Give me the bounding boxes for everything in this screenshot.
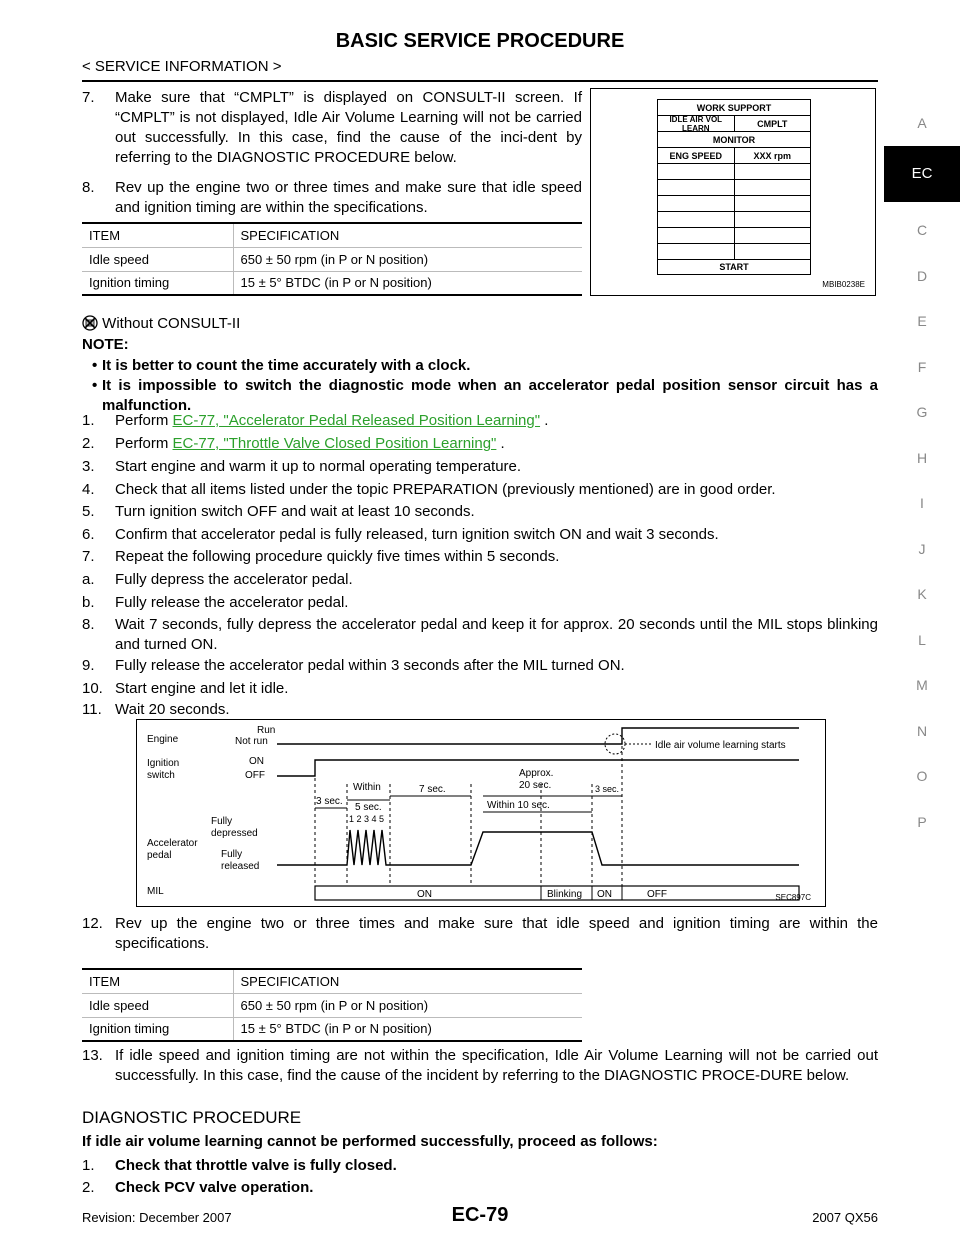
step-number: 11. [82,701,102,718]
table-cell: Ignition timing [82,271,233,295]
step-text: Rev up the engine two or three times and make sure that idle speed and ignition timing are within the specifications. [115,179,582,216]
screen-row [657,131,811,147]
table-row [82,969,582,993]
label-mil: MIL [147,886,164,897]
step-number: 4. [82,481,95,498]
reference-link[interactable]: EC-77, "Throttle Valve Closed Position Learning" [172,435,497,452]
tab-p[interactable]: P [917,813,927,830]
tab-j[interactable]: J [918,540,926,557]
label-7sec: 7 sec. [419,784,446,795]
step-text [115,434,878,454]
screen-row [657,259,811,275]
screen-row [657,115,811,131]
screen-row [657,243,811,259]
step-number: 8. [82,616,95,633]
tab-f[interactable]: F [917,358,927,375]
label-mil-off: OFF [647,889,667,900]
step-number: 7. [82,548,95,565]
table-header-cell: SPECIFICATION [233,223,582,247]
label-pedal: pedal [147,850,172,861]
table-cell: 15 ± 5° BTDC (in P or N position) [233,271,582,295]
tab-k[interactable]: K [917,586,927,603]
step-number: 7. [82,89,95,106]
screen-cell: CMPLT [734,116,811,131]
screen-cell [734,180,811,195]
figure-id: MBIB0238E [822,280,865,289]
start-button: START [719,262,749,272]
screen-cell [658,164,734,179]
tab-ec[interactable]: EC [884,146,960,202]
step-number: 2. [82,1179,95,1196]
label-off: OFF [245,770,265,781]
table-cell: 650 ± 50 rpm (in P or N position) [233,247,582,271]
label-count: 1 2 3 4 5 [349,814,385,824]
table-row [82,271,582,295]
step-text: Start engine and warm it up to normal operating temperature. [115,458,522,475]
screen-row [657,99,811,115]
screen-row [657,195,811,211]
step-number: 12. [82,915,103,932]
accelerator-trace [277,830,799,865]
reference-link[interactable]: EC-77, "Accelerator Pedal Released Position Learning" [172,412,541,429]
table-header-cell: ITEM [82,969,233,993]
screen-cell: IDLE AIR VOL LEARN [669,114,723,133]
screen-row [657,211,811,227]
page-number: EC-79 [451,1204,509,1226]
table-cell: Idle speed [82,247,233,271]
without-consult-label: Without CONSULT-II [102,315,241,332]
tab-d[interactable]: D [916,267,928,284]
header-rule [82,80,878,82]
screen-cell [658,228,734,243]
screen-cell [658,212,734,227]
tab-c[interactable]: C [916,222,928,239]
diagnostic-intro: If idle air volume learning cannot be performed successfully, proceed as follows: [82,1133,658,1150]
step-text: Wait 7 seconds, fully depress the accelerator pedal and keep it for approx. 20 seconds until the MIL stops blinking and turned ON. [115,616,878,653]
revision-date: Revision: December 2007 [82,1210,232,1225]
step-text: Turn ignition switch OFF and wait at least 10 seconds. [115,503,475,520]
section-index-tabs [884,100,960,845]
table-row [82,993,582,1017]
note-text: It is impossible to switch the diagnostic mode when an accelerator pedal position sensor circuit has a malfunction. [102,377,878,414]
label-accelerator: Accelerator [147,838,198,849]
label-switch: switch [147,770,175,781]
work-support-figure [590,88,876,296]
step-text: Fully depress the accelerator pedal. [115,571,353,588]
label-engine: Engine [147,734,179,745]
step-prefix: Perform [115,435,173,452]
tab-l[interactable]: L [918,631,926,648]
figure-id: SEC897C [775,893,811,902]
screen-cell: ENG SPEED [669,150,722,161]
screen-row [657,179,811,195]
step-number: 13. [82,1047,103,1064]
table-header-cell: SPECIFICATION [233,969,582,993]
label-5sec: 5 sec. [355,802,382,813]
screen-cell: XXX rpm [734,148,811,163]
screen-cell [734,212,811,227]
label-within: Within [353,782,381,793]
table-cell: 650 ± 50 rpm (in P or N position) [233,993,582,1017]
tab-n[interactable]: N [916,722,928,739]
label-on: ON [249,756,264,767]
page-title: BASIC SERVICE PROCEDURE [335,30,625,52]
screen-cell [734,196,811,211]
tab-a[interactable]: A [917,114,927,131]
step-text: Check that throttle valve is fully closed. [115,1157,397,1174]
label-run: Run [257,725,276,736]
step-text: Rev up the engine two or three times and make sure that idle speed and ignition timing are within the specifications. [115,915,878,952]
consult-screen [657,99,811,275]
bullet: • [92,377,98,394]
timing-chart-svg [137,720,827,908]
step-text: Start engine and let it idle. [115,680,289,697]
tab-o[interactable]: O [916,768,928,785]
step-text: Wait 20 seconds. [115,701,230,718]
step-number: a. [82,571,95,588]
label-mil-blinking: Blinking [547,889,583,900]
label-20sec: 20 sec. [519,780,552,791]
step-number: 1. [82,1157,95,1174]
label-3sec-b: 3 sec. [595,784,620,794]
table-row [82,223,582,247]
table-cell: Ignition timing [82,1017,233,1041]
step-text: Fully release the accelerator pedal within 3 seconds after the MIL turned ON. [115,657,625,674]
label-depressed: depressed [211,828,258,839]
diagnostic-procedure-heading: DIAGNOSTIC PROCEDURE [82,1108,302,1127]
step-number: 5. [82,503,95,520]
no-consult-icon [82,315,98,331]
screen-cell: WORK SUPPORT [696,102,772,113]
step-number: 3. [82,458,95,475]
section-subtitle: < SERVICE INFORMATION > [82,58,282,75]
step-text: Check that all items listed under the topic PREPARATION (previously mentioned) are in good order. [115,481,776,498]
note-label: NOTE: [82,336,129,353]
tab-g[interactable]: G [916,404,928,421]
model-year: 2007 QX56 [812,1210,878,1225]
step-number: 1. [82,412,95,429]
label-released: released [221,861,260,872]
step-suffix: . [496,435,505,452]
screen-row [657,227,811,243]
label-idle-start: Idle air volume learning starts [655,740,786,751]
label-within-10: Within 10 sec. [487,800,550,811]
tab-h[interactable]: H [916,449,928,466]
table-cell: 15 ± 5° BTDC (in P or N position) [233,1017,582,1041]
table-header-cell: ITEM [82,223,233,247]
step-number: 6. [82,526,95,543]
tab-i[interactable]: I [920,495,924,512]
screen-cell [658,180,734,195]
screen-cell [734,228,811,243]
step-text [115,411,878,431]
label-ignition: Ignition [147,758,180,769]
table-cell: Idle speed [82,993,233,1017]
step-text: Make sure that “CMPLT” is displayed on CONSULT-II screen. If “CMPLT” is not displayed, Idle Air Volume Learning will not be carried out successfully. In this case, find the cause of the inci-dent by referring to the DIAGNOSTIC PROCEDURE below. [115,89,582,166]
step-number: b. [82,594,95,611]
timing-chart [136,719,826,907]
screen-row [657,147,811,163]
spec-table [82,968,582,1042]
bullet: • [92,357,98,374]
spec-table [82,222,582,296]
screen-cell [658,196,734,211]
label-fully: Fully [211,816,233,827]
step-number: 9. [82,657,95,674]
label-not-run: Not run [235,736,268,747]
step-suffix: . [540,412,549,429]
label-mil-on: ON [417,889,432,900]
tab-e[interactable]: E [917,313,927,330]
step-number: 10. [82,680,103,697]
label-3sec: 3 sec. [316,796,343,807]
step-text: Repeat the following procedure quickly five times within 5 seconds. [115,548,560,565]
without-consult-heading [82,314,240,334]
note-text: It is better to count the time accurately with a clock. [102,357,471,374]
tab-m[interactable]: M [916,677,928,694]
step-text: If idle speed and ignition timing are not within the specification, Idle Air Volume Learning will not be carried out successfully. In this case, find the cause of the incident by referring to the DIAGNOSTIC PROCE-DURE below. [115,1047,878,1084]
step-text: Confirm that accelerator pedal is fully released, turn ignition switch ON and wait 3 seconds. [115,526,719,543]
step-text: Fully release the accelerator pedal. [115,594,349,611]
table-row [82,247,582,271]
label-mil-on-2: ON [597,889,612,900]
screen-cell [658,244,734,259]
step-number: 2. [82,435,95,452]
screen-row [657,163,811,179]
step-prefix: Perform [115,412,173,429]
table-row [82,1017,582,1041]
label-approx: Approx. [519,768,554,779]
step-text: Check PCV valve operation. [115,1179,314,1196]
screen-cell [734,244,811,259]
step-number: 8. [82,179,95,196]
label-fully-2: Fully [221,849,243,860]
screen-cell [734,164,811,179]
screen-cell: MONITOR [712,134,756,145]
